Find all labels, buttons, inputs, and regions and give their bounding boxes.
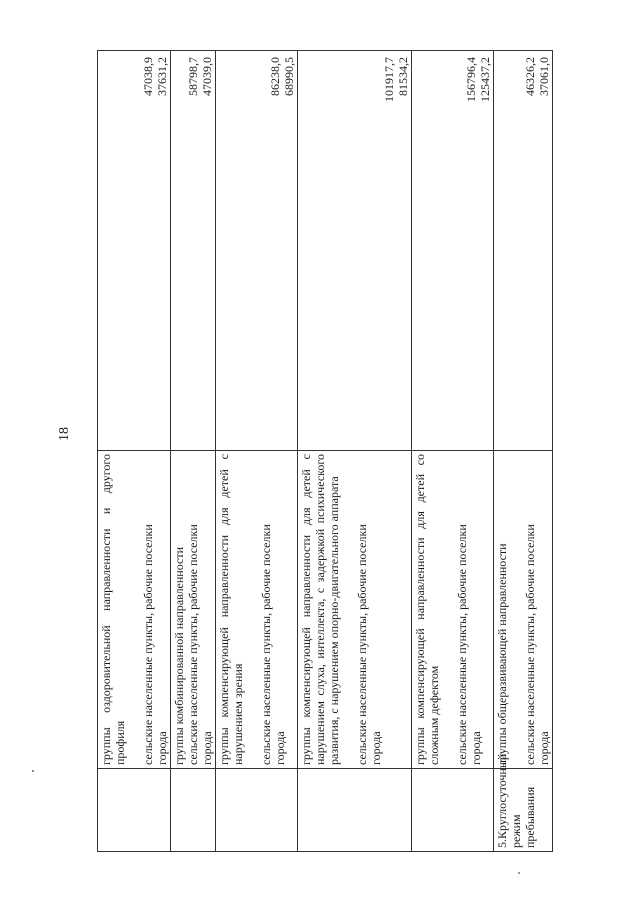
subgroup-city: города [537, 731, 551, 765]
subgroup-city: города [200, 731, 214, 765]
subgroup-city: города [273, 731, 287, 765]
category-cell [98, 769, 171, 852]
table-rotated [97, 57, 551, 852]
category-cell [298, 769, 412, 852]
group-title: группы оздоровительной направленности и другого профиля [99, 454, 127, 765]
subgroup-city: города [369, 731, 383, 765]
value-city: 37631,2 [155, 57, 169, 96]
value-cell [216, 51, 298, 451]
value-rural: 58798,7 [186, 57, 200, 96]
subgroup-rural: сельские населенные пункты, рабочие поселки [186, 524, 200, 765]
table-row [298, 51, 412, 852]
value-cell [494, 51, 553, 451]
description-cell [98, 451, 171, 769]
group-title: группы компенсирующей направленности для детей со сложным дефектом [413, 454, 441, 765]
table-row [412, 51, 494, 852]
category-cell: 5.Круглосуточный режим пребывания [494, 769, 553, 852]
group-title: группы общеразвивающей направленности [495, 543, 509, 765]
scan-speck [518, 872, 520, 874]
group-title: группы компенсирующей направленности для детей с нарушением слуха, интеллекта, с задержкой психического развития, с нарушением опорно-двигательного аппарата [299, 454, 341, 765]
table-row [216, 51, 298, 852]
tariff-table [97, 50, 553, 852]
value-cell [412, 51, 494, 451]
group-title: группы компенсирующей направленности для детей с нарушением зрения [217, 454, 245, 765]
scan-speck [32, 770, 34, 772]
description-cell [298, 451, 412, 769]
description-cell [171, 451, 216, 769]
value-city: 125437,2 [478, 57, 492, 102]
category-cell [171, 769, 216, 852]
subgroup-city: города [155, 731, 169, 765]
table-container [97, 57, 551, 852]
value-rural: 101917,7 [382, 57, 396, 102]
subgroup-rural: сельские населенные пункты, рабочие поселки [523, 524, 537, 765]
value-city: 47039,0 [200, 57, 214, 96]
subgroup-rural: сельские населенные пункты, рабочие поселки [355, 524, 369, 765]
value-city: 81534,2 [396, 57, 410, 96]
table-row [171, 51, 216, 852]
value-rural: 47038,9 [141, 57, 155, 96]
group-title: группы комбинированной направленности [172, 546, 186, 765]
value-city: 37061,0 [537, 57, 551, 96]
table-row [98, 51, 171, 852]
description-cell [494, 451, 553, 769]
subgroup-city: города [469, 731, 483, 765]
value-cell [298, 51, 412, 451]
subgroup-rural: сельские населенные пункты, рабочие поселки [455, 524, 469, 765]
value-rural: 46326,2 [523, 57, 537, 96]
table-row [494, 51, 553, 852]
subgroup-rural: сельские населенные пункты, рабочие поселки [259, 524, 273, 765]
description-cell [216, 451, 298, 769]
page-number: 18 [57, 427, 72, 441]
value-cell [98, 51, 171, 451]
value-city: 68990,5 [282, 57, 296, 96]
value-cell [171, 51, 216, 451]
subgroup-rural: сельские населенные пункты, рабочие поселки [141, 524, 155, 765]
category-cell [216, 769, 298, 852]
value-rural: 86238,0 [268, 57, 282, 96]
category-cell [412, 769, 494, 852]
description-cell [412, 451, 494, 769]
value-rural: 156796,4 [464, 57, 478, 102]
